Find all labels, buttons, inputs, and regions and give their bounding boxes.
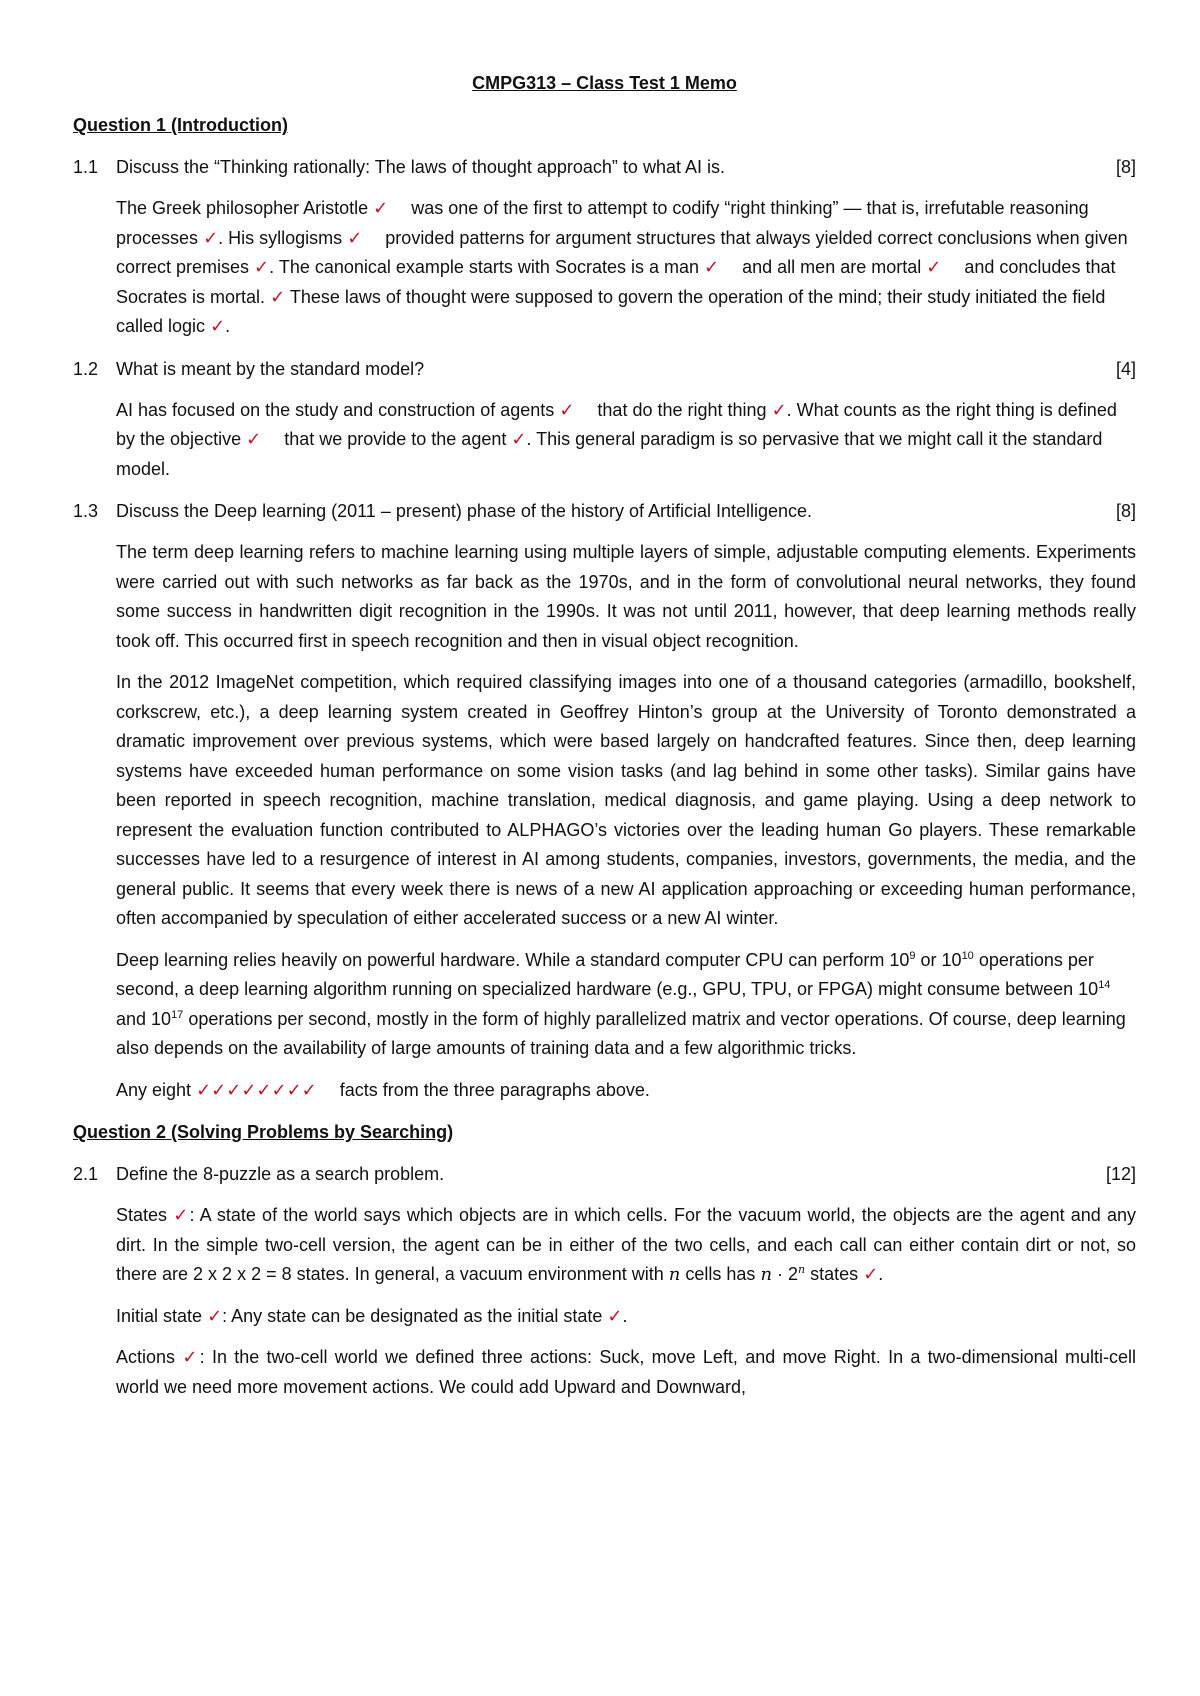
check-mark-icon: ✓: [173, 1205, 190, 1226]
exponent: n: [798, 1263, 806, 1276]
answer-text: AI has focused on the study and construction of agents: [116, 399, 555, 420]
exponent: 17: [171, 1008, 184, 1021]
document-title: CMPG313 – Class Test 1 Memo: [472, 73, 737, 93]
check-mark-icon: ✓: [926, 257, 942, 278]
question-marks: [8]: [1115, 157, 1136, 177]
question-number: 1.1: [73, 157, 99, 177]
answer-text: : Any state can be designated as the initial state: [222, 1305, 603, 1326]
question-text: Define the 8-puzzle as a search problem.: [116, 1164, 445, 1184]
answer-text: : In the two-cell world we defined three actions: Suck, move Left, and move Right. In a two-dimensional multi-cell world we need more movement actions. We could add Upward and Downward,: [116, 1347, 1136, 1397]
answer-2-1-actions: [116, 1343, 1136, 1402]
answer-text: that do the right thing: [597, 399, 767, 420]
answer-text: operations per second, a deep learning algorithm running on specialized hardware (e.g., GPU, TPU, or FPGA) might consume between 10: [116, 949, 1099, 999]
question-1-3: [73, 496, 1136, 526]
check-mark-icon: ✓: [254, 257, 270, 278]
answer-text: that we provide to the agent: [284, 429, 507, 449]
question-1-2: [73, 354, 1136, 384]
answer-text: was one of the first to attempt to codify “right thinking” — that is, irrefutable reasoning processes: [116, 198, 1089, 248]
check-mark-icon: ✓: [207, 1305, 223, 1327]
exponent: 10: [961, 949, 974, 962]
answer-text: .: [878, 1264, 884, 1284]
answer-text: . This general paradigm is so pervasive that we might call it the standard model.: [116, 429, 1103, 479]
answer-text: The Greek philosopher Aristotle: [116, 198, 369, 218]
answer-1-3-paragraph-3: [116, 946, 1136, 1064]
answer-1-3-paragraph-2: In the 2012 ImageNet competition, which required classifying images into one of a thousand categories (armadillo, bookshelf, corkscrew, etc.), a deep learning system created in Geoffrey Hinton’s group at the University of Toronto demonstrated a dramatic improvement over previous systems, which were based largely on handcrafted features. Since then, deep learning systems have exceeded human performance on some vision tasks (and lag behind in some other tasks). Similar gains have been reported in speech recognition, machine translation, medical diagnosis, and game playing. Using a deep network to represent the evaluation function contributed to ALPHAGO’s victories over the leading human Go players. These remarkable successes have led to a resurgence of interest in AI among students, companies, investors, governments, the media, and the general public. It seems that every week there is news of a new AI application approaching or exceeding human performance, often accompanied by speculation of either accelerated success or a new AI winter.: [116, 672, 1136, 928]
question-text: Discuss the Deep learning (2011 – present) phase of the history of Artificial Intelligence.: [116, 501, 813, 521]
question-marks: [12]: [1105, 1164, 1136, 1184]
answer-1-2: [116, 396, 1136, 485]
answer-1-3-paragraph-1: The term deep learning refers to machine learning using multiple layers of simple, adjustable computing elements. Experiments were carried out with such networks as far back as the 1970s, and in the form of convolutional neural networks, they found some success in handwritten digit recognition in the 1990s. It was not until 2011, however, that deep learning methods really took off. This occurred first in speech recognition and then in visual object recognition.: [116, 542, 1136, 651]
question-number: 1.2: [73, 358, 99, 379]
answer-text: and concludes that Socrates is mortal.: [116, 257, 1116, 307]
answer-text: Any eight: [116, 1079, 192, 1100]
answer-text: .: [622, 1305, 628, 1326]
answer-text: or 10: [915, 949, 962, 970]
check-mark-icon: ✓: [210, 316, 226, 337]
math-variable: n: [668, 1264, 681, 1285]
term-label: Actions: [116, 1347, 176, 1367]
question-marks: [4]: [1115, 358, 1136, 379]
answer-text: states: [805, 1264, 859, 1284]
answer-text: . The canonical example starts with Socrates is a man: [269, 257, 700, 277]
check-mark-icon: ✓: [863, 1264, 879, 1285]
answer-text: provided patterns for argument structures that always yielded correct conclusions when given correct premises: [116, 227, 1128, 277]
answer-2-1-initial-state: [116, 1302, 1136, 1332]
answer-1-3-marking-note: [116, 1076, 1136, 1106]
check-mark-icon: ✓: [347, 227, 363, 249]
check-mark-icon: ✓: [559, 399, 575, 421]
answer-text: cells has: [680, 1264, 761, 1284]
answer-text: .: [225, 316, 231, 336]
check-mark-icon: ✓: [373, 198, 389, 219]
check-mark-icon: ✓: [607, 1305, 623, 1327]
answer-text: : A state of the world says which objects are in which cells. For the vacuum world, the objects are the agent and any dirt. In the simple two-cell version, the agent can be in either of the two cells, and each call can either contain dirt or not, so there are 2 x 2 x 2 = 8 states. In general, a vacuum environment with: [116, 1205, 1136, 1284]
check-mark-icon: ✓: [704, 257, 720, 278]
question-number: 1.3: [73, 501, 99, 521]
math-expression: · 2: [772, 1264, 799, 1284]
answer-text: Deep learning relies heavily on powerful hardware. While a standard computer CPU can perform 10: [116, 949, 910, 970]
answer-text: and 10: [116, 1008, 172, 1029]
question-number: 2.1: [73, 1164, 99, 1184]
math-variable: n: [760, 1264, 773, 1285]
question-text: What is meant by the standard model?: [116, 358, 425, 379]
question-1-heading: Question 1 (Introduction): [73, 115, 288, 135]
check-mark-icon: ✓: [270, 286, 286, 308]
answer-text: operations per second, mostly in the form of highly parallelized matrix and vector operations. Of course, deep learning also depends on the availability of large amounts of training data and a few algorithmic tricks.: [116, 1008, 1126, 1058]
question-2-heading: Question 2 (Solving Problems by Searching): [73, 1122, 454, 1142]
question-marks: [8]: [1115, 501, 1136, 521]
check-mark-icon: ✓: [182, 1347, 200, 1368]
answer-text: . What counts as the right thing is defined by the objective: [116, 399, 1117, 449]
answer-text: and all men are mortal: [742, 257, 922, 277]
answer-1-1: [116, 194, 1136, 342]
exponent: 9: [909, 949, 916, 962]
check-mark-icon: ✓: [511, 429, 527, 450]
question-text: Discuss the “Thinking rationally: The laws of thought approach” to what AI is.: [116, 157, 725, 177]
answer-2-1-states: [116, 1201, 1136, 1290]
question-1-1: [73, 152, 1136, 182]
check-mark-icon: ✓: [246, 429, 262, 450]
answer-text: These laws of thought were supposed to govern the operation of the mind; their study initiated the field called logic: [116, 286, 1106, 336]
term-label: States: [116, 1205, 168, 1225]
answer-text: facts from the three paragraphs above.: [339, 1079, 650, 1100]
check-marks-icon: ✓✓✓✓✓✓✓✓: [196, 1079, 317, 1101]
exponent: 14: [1098, 979, 1111, 991]
term-label: Initial state: [116, 1305, 203, 1326]
check-mark-icon: ✓: [771, 399, 787, 421]
question-2-1: [73, 1159, 1136, 1189]
check-mark-icon: ✓: [203, 227, 219, 249]
answer-text: . His syllogisms: [218, 227, 343, 248]
